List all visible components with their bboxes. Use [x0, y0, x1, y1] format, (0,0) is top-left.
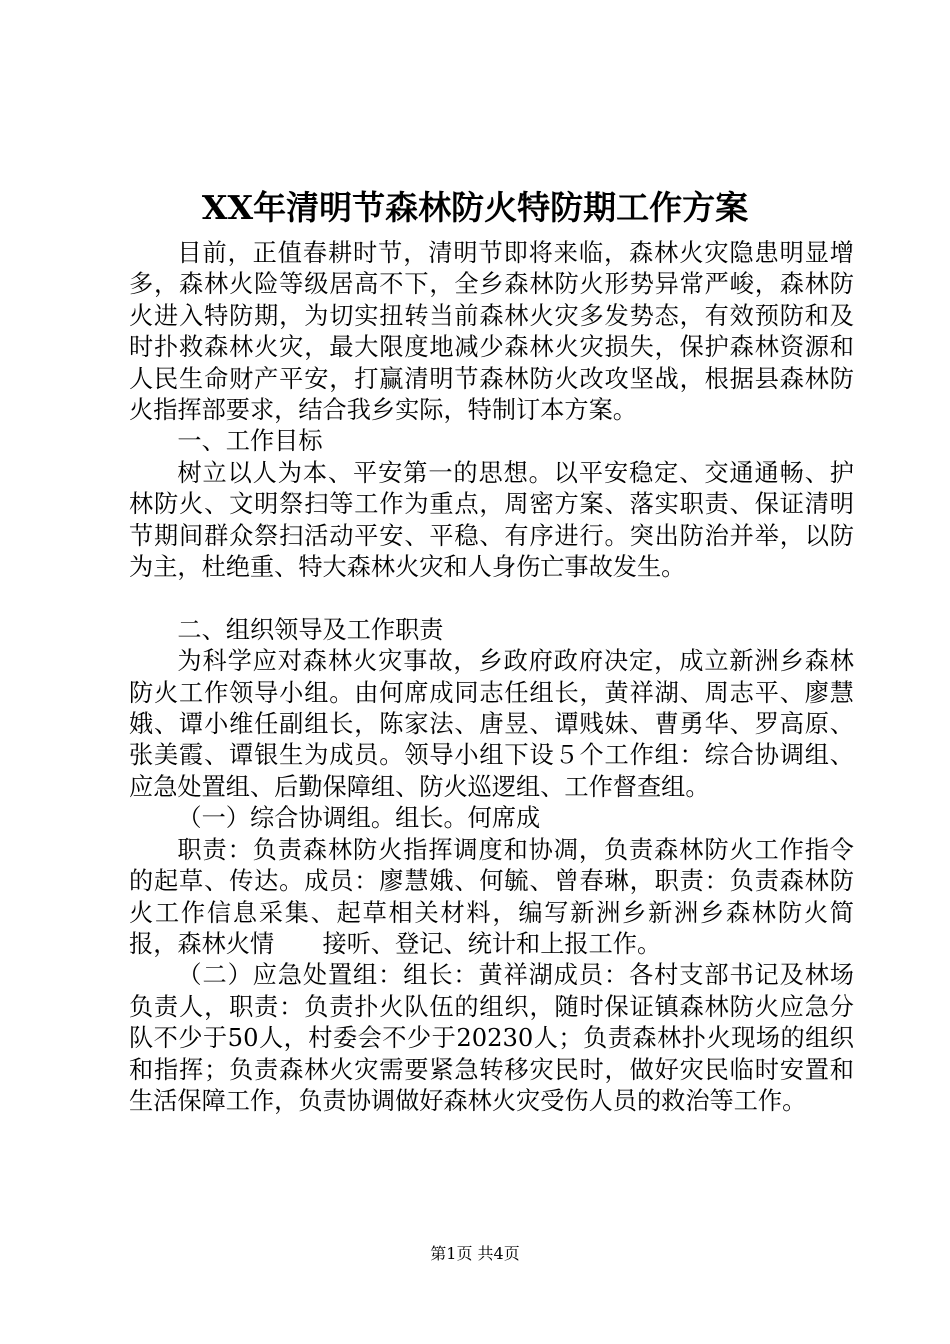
blank-line: [129, 583, 854, 614]
group-2-paragraph: （二）应急处置组：组长：黄祥湖成员：各村支部书记及林场负责人，职责：负责扑火队伍的组织，随时保证镇森林防火应急分队不少于50人，村委会不少于20230人；负责森林扑火现场的组织和指挥；负责森林火灾需要紧急转移灾民时，做好灾民临时安置和生活保障工作，负责协调做好森林火灾受伤人员的救治等工作。: [129, 961, 854, 1115]
section-1-paragraph: 树立以人为本、平安第一的思想。以平安稳定、交通通畅、护林防火、文明祭扫等工作为重点，周密方案、落实职责、保证清明节期间群众祭扫活动平安、平稳、有序进行。突出防治并举，以防为主，杜绝重、特大森林火灾和人身伤亡事故发生。: [129, 458, 854, 582]
section-2-heading: 二、组织领导及工作职责: [177, 615, 444, 644]
section-1-heading: 一、工作目标: [177, 427, 323, 456]
document-body: [129, 238, 854, 1117]
group-1-paragraph: 职责：负责森林防火指挥调度和协凋，负责森林防火工作指令的起草、传达。成员：廖慧娥、何毓、曾春琳，职责：负责森林防火工作信息采集、起草相关材料，编写新洲乡新洲乡森林防火简报，森林火情 接听、登记、统计和上报工作。: [129, 835, 854, 958]
document-title: XX年清明节森林防火特防期工作方案: [201, 188, 749, 227]
intro-paragraph: 目前，正值春耕时节，清明节即将来临，森林火灾隐患明显增多，森林火险等级居高不下，全乡森林防火形势异常严峻，森林防火进入特防期，为切实扭转当前森林火灾多发势态，有效预防和及时扑救森林火灾，最大限度地减少森林火灾损失，保护森林资源和人民生命财产平安，打赢清明节森林防火改攻坚战，根据县森林防火指挥部要求，结合我乡实际，特制订本方案。: [129, 239, 854, 425]
section-2-paragraph: 为科学应对森林火灾事故，乡政府政府决定，成立新洲乡森林防火工作领导小组。由何席成同志任组长，黄祥湖、周志平、廖慧娥、谭小维任副组长，陈家法、唐昱、谭贱妹、曹勇华、罗高原、张美霞、谭银生为成员。领导小组下设５个工作组：综合协调组、应急处置组、后勤保障组、防火巡逻组、工作督查组。: [129, 647, 854, 801]
page-footer: 第1页 共4页: [430, 1244, 520, 1263]
group-1-heading: （一）综合协调组。组长。何席成: [177, 804, 541, 833]
